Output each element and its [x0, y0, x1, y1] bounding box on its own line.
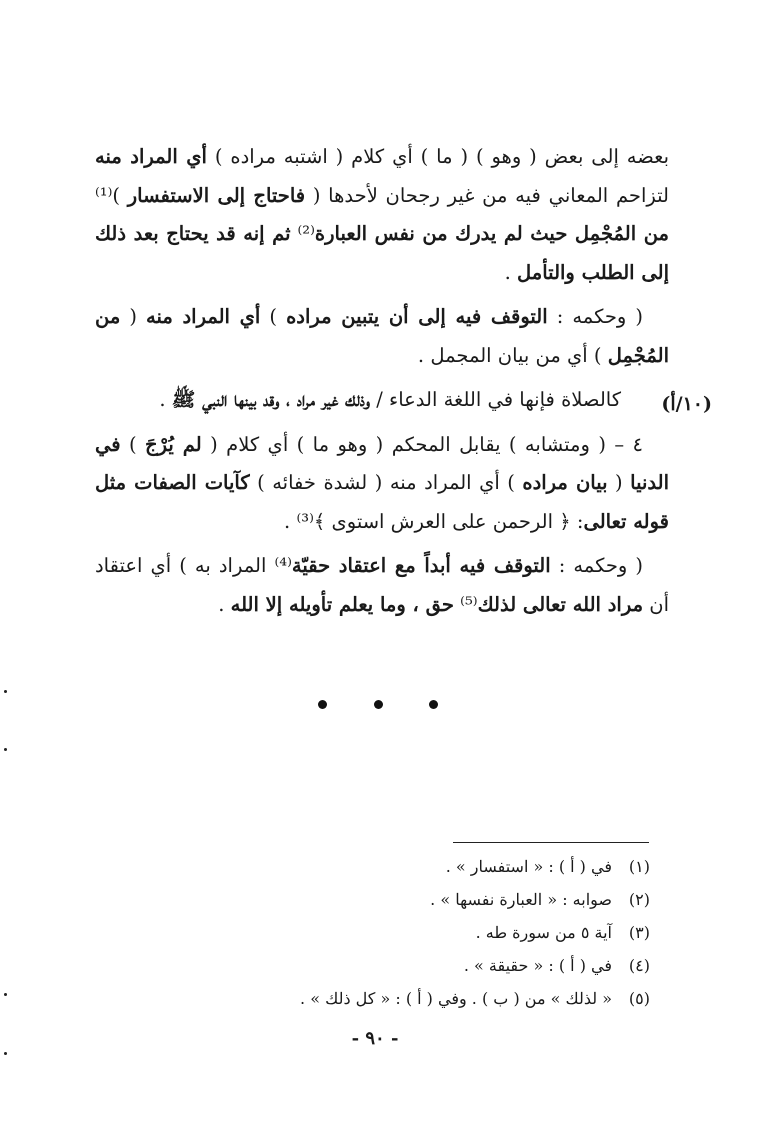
footnote-text: صوابه : « العبارة نفسها » .	[430, 890, 612, 909]
footnote	[230, 949, 650, 982]
text-run: ( وحكمه :	[550, 554, 643, 577]
footnote	[230, 916, 650, 949]
paragraph-4	[95, 426, 669, 542]
bold-text-run: فاحتاج إلى الاستفسار	[127, 183, 306, 207]
separator-dot	[374, 700, 383, 709]
separator-dot	[429, 700, 438, 709]
paragraph-1	[95, 138, 669, 292]
footnote	[230, 850, 650, 883]
text-run: ( وحكمه :	[547, 305, 643, 328]
paragraph-5	[95, 547, 669, 624]
bold-text-run: التوقف فيه أبداً مع اعتقاد حقيّة	[291, 554, 551, 577]
text-run: )	[260, 305, 287, 328]
text-run: بعضه إلى بعض ( وهو ) ( ما ) أي كلام ( اشتبه مراده )	[206, 145, 669, 168]
bold-text-run: حق ، وما يعلم تأويله إلا الله	[230, 592, 454, 616]
text-run: ) أي المراد منه ( لشدة خفائه )	[249, 471, 523, 494]
bold-text-run: التوقف فيه إلى أن يتبين مراده	[286, 305, 548, 328]
footnote-text: « لذلك » من ( ب ) . وفي ( أ ) : « كل ذلك » .	[300, 989, 612, 1008]
footnote	[230, 883, 650, 916]
text-run: .	[159, 388, 172, 411]
text-run: )	[112, 183, 128, 207]
scan-edge-mark	[4, 993, 7, 996]
text-run: ⁽⁵⁾	[460, 592, 478, 616]
bold-text-run: بيان مراده	[522, 471, 608, 494]
bold-text-run: في الدنيا	[95, 432, 669, 494]
footnote-text: في ( أ ) : « استفسار » .	[445, 857, 612, 876]
footnote-number: (٢)	[628, 890, 650, 909]
text-run: .	[504, 260, 518, 284]
text-run: ٤ – ( ومتشابه ) يقابل المحكم ( وهو ما ) أي كلام (	[201, 432, 643, 456]
footnote-text: في ( أ ) : « حقيقة » .	[463, 956, 612, 975]
bold-text-run: ثم إنه قد يحتاج بعد ذلك إلى الطلب والتأمل	[95, 222, 669, 284]
text-run: ⁽¹⁾	[95, 183, 113, 207]
bold-text-run: وذلك غير مراد ، وقد بينها النبي ﷺ	[171, 388, 371, 411]
footnotes	[230, 850, 650, 1015]
text-run: ⁽⁴⁾	[274, 554, 292, 577]
text-run: : ﴿ الرحمن على العرش استوى ﴾	[313, 509, 584, 533]
text-run: لتزاحم المعاني فيه من غير رجحان لأحدها (	[305, 183, 669, 207]
footnote-number: (٣)	[628, 923, 650, 942]
text-run: .	[218, 592, 231, 616]
paragraph-2	[95, 298, 669, 375]
bold-text-run: مراد الله تعالى لذلك	[477, 592, 644, 616]
footnote-text: آية ٥ من سورة طه .	[475, 923, 612, 942]
section-separator	[318, 700, 438, 709]
main-text	[95, 138, 669, 630]
page-number: - ٩٠ -	[351, 1028, 399, 1049]
bold-text-run: أي المراد منه	[146, 305, 261, 328]
text-run: ⁽³⁾	[296, 509, 314, 533]
bold-text-run: من المُجْمِل حيث لم يدرك من نفس العبارة	[314, 222, 669, 245]
footnote-number: (١)	[628, 857, 650, 876]
scan-edge-mark	[4, 1052, 7, 1055]
separator-dot	[318, 700, 327, 709]
scan-edge-mark	[4, 690, 7, 693]
bold-text-run: كآيات الصفات مثل قوله تعالى	[95, 471, 669, 533]
text-run: (	[607, 471, 631, 494]
text-run: المراد به ) أي اعتقاد أن	[95, 554, 669, 616]
text-run: ) أي من بيان المجمل .	[417, 343, 608, 367]
footnote	[230, 982, 650, 1015]
bold-text-run: من المُجْمِل	[95, 305, 669, 367]
scan-edge-mark	[4, 748, 7, 751]
footnote-rule	[453, 842, 649, 843]
bold-text-run: لم يُرْجَ	[145, 432, 202, 456]
footnote-number: (٥)	[628, 989, 650, 1008]
bold-text-run: أي المراد منه	[95, 145, 207, 168]
text-run: )	[120, 432, 146, 456]
text-run: كالصلاة فإنها في اللغة الدعاء /	[370, 388, 621, 411]
text-run: ⁽²⁾	[297, 222, 315, 245]
manuscript-folio-note: (١٠/أ)	[661, 393, 712, 415]
paragraph-3	[95, 381, 669, 420]
text-run: (	[120, 305, 147, 328]
footnote-number: (٤)	[628, 956, 650, 975]
text-run: .	[284, 509, 297, 533]
